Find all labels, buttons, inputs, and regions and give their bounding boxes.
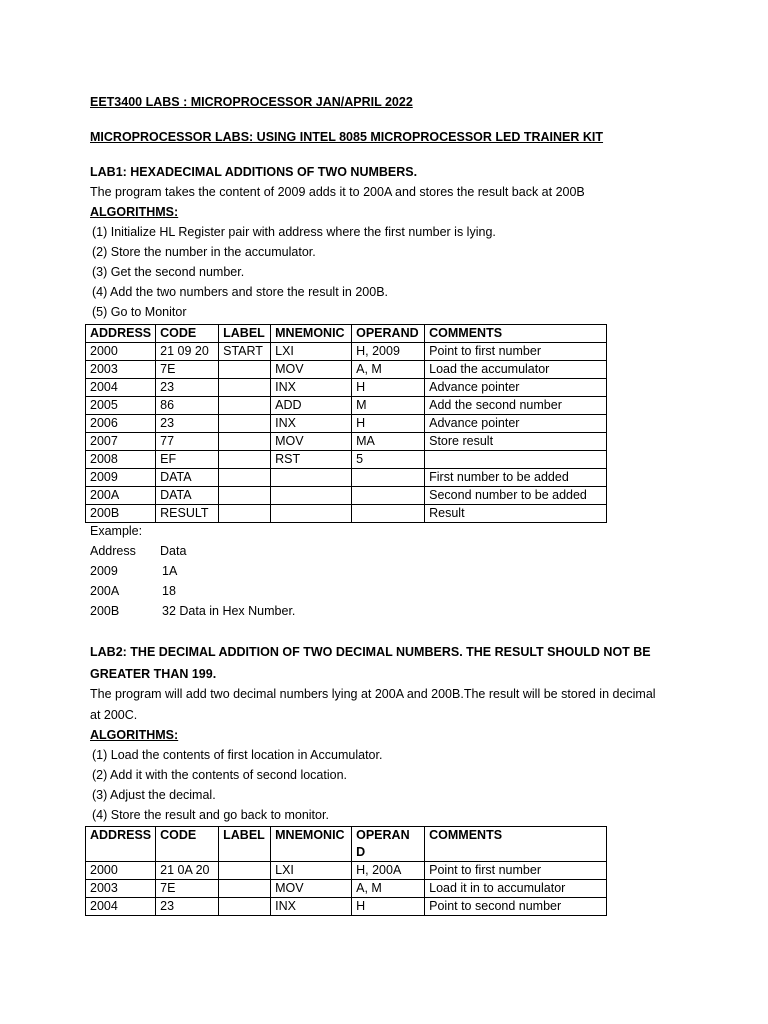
example-address: 2009 [90,564,118,578]
table-row [86,898,607,916]
lab1-step: (3) Get the second number. [92,265,245,279]
cell-address: 2006 [86,415,156,433]
document-title: EET3400 LABS : MICROPROCESSOR JAN/APRIL 2022 [90,95,413,109]
table-row [86,451,607,469]
lab1-algorithms-label: ALGORITHMS: [90,205,179,219]
cell-mnemonic: INX [271,379,352,397]
cell-mnemonic: LXI [271,343,352,361]
cell-operand: M [352,397,425,415]
column-header-code: CODE [156,325,219,343]
cell-mnemonic [271,505,352,523]
cell-operand: H [352,415,425,433]
cell-label [219,862,271,880]
column-header-comments: COMMENTS [425,325,607,343]
cell-operand: H [352,898,425,916]
column-header-mnemonic: MNEMONIC [271,325,352,343]
lab1-table-body [86,343,607,523]
example-header-data: Data [160,544,187,558]
cell-operand: H [352,379,425,397]
lab2-description: The program will add two decimal numbers lying at 200A and 200B.The result will be stored in decimal [90,687,656,701]
cell-mnemonic: LXI [271,862,352,880]
column-header-code: CODE [156,827,219,862]
lab2-description-continued: at 200C. [90,708,138,722]
cell-operand: 5 [352,451,425,469]
lab2-step: (2) Add it with the contents of second location. [92,768,348,782]
cell-mnemonic [271,469,352,487]
cell-code: 23 [156,415,219,433]
lab2-table-body [86,862,607,916]
cell-label [219,379,271,397]
cell-comment: Point to first number [425,343,607,361]
cell-comment: Result [425,505,607,523]
cell-code: 77 [156,433,219,451]
cell-address: 2004 [86,898,156,916]
cell-label [219,415,271,433]
column-header-comments: COMMENTS [425,827,607,862]
lab1-step: (1) Initialize HL Register pair with address where the first number is lying. [92,225,496,239]
table-header-row [86,827,607,862]
cell-comment: Point to second number [425,898,607,916]
column-header-mnemonic: MNEMONIC [271,827,352,862]
table-row [86,487,607,505]
cell-comment: Advance pointer [425,415,607,433]
table-row [86,469,607,487]
cell-mnemonic: ADD [271,397,352,415]
cell-label [219,397,271,415]
lab1-step: (2) Store the number in the accumulator. [92,245,316,259]
table-row [86,343,607,361]
cell-address: 2003 [86,880,156,898]
cell-label: START [219,343,271,361]
table-row [86,379,607,397]
cell-address: 2004 [86,379,156,397]
column-header-address: ADDRESS [86,325,156,343]
column-header-label: LABEL [219,827,271,862]
column-header-label: LABEL [219,325,271,343]
cell-address: 2003 [86,361,156,379]
lab2-step: (3) Adjust the decimal. [92,788,216,802]
lab2-program-table [85,826,607,916]
lab2-algorithms-label: ALGORITHMS: [90,728,179,742]
operand-header-line: D [356,845,366,859]
cell-address: 200B [86,505,156,523]
lab1-description: The program takes the content of 2009 adds it to 200A and stores the result back at 200B [90,185,585,199]
cell-mnemonic: RST [271,451,352,469]
cell-label [219,451,271,469]
table-row [86,433,607,451]
example-header-address: Address [90,544,136,558]
cell-comment [425,451,607,469]
operand-header-line: OPERAN [356,828,410,842]
lab1-step: (4) Add the two numbers and store the result in 200B. [92,285,389,299]
lab2-heading-continued: GREATER THAN 199. [90,667,217,681]
cell-address: 2000 [86,862,156,880]
example-data: 32 Data in Hex Number. [162,604,296,618]
cell-address: 2005 [86,397,156,415]
cell-operand: A, M [352,880,425,898]
cell-mnemonic: MOV [271,361,352,379]
cell-code: RESULT [156,505,219,523]
cell-code: 23 [156,379,219,397]
cell-comment: Point to first number [425,862,607,880]
cell-label [219,433,271,451]
cell-operand: A, M [352,361,425,379]
cell-operand [352,469,425,487]
cell-label [219,898,271,916]
cell-code: 7E [156,361,219,379]
document-subtitle: MICROPROCESSOR LABS: USING INTEL 8085 MICROPROCESSOR LED TRAINER KIT [90,130,604,144]
cell-comment: First number to be added [425,469,607,487]
cell-code: 23 [156,898,219,916]
cell-address: 2009 [86,469,156,487]
cell-address: 200A [86,487,156,505]
example-data: 18 [162,584,176,598]
cell-comment: Store result [425,433,607,451]
cell-comment: Advance pointer [425,379,607,397]
cell-address: 2007 [86,433,156,451]
cell-label [219,361,271,379]
cell-comment: Add the second number [425,397,607,415]
table-row [86,397,607,415]
lab2-heading: LAB2: THE DECIMAL ADDITION OF TWO DECIMAL NUMBERS. THE RESULT SHOULD NOT BE [90,645,651,659]
cell-mnemonic: INX [271,898,352,916]
table-row [86,361,607,379]
cell-operand: H, 2009 [352,343,425,361]
lab2-step: (4) Store the result and go back to monitor. [92,808,329,822]
cell-mnemonic [271,487,352,505]
lab1-program-table [85,324,607,523]
cell-comment: Load it in to accumulator [425,880,607,898]
table-row [86,880,607,898]
example-data: 1A [162,564,178,578]
lab2-step: (1) Load the contents of first location in Accumulator. [92,748,383,762]
cell-code: 21 0A 20 [156,862,219,880]
cell-label [219,469,271,487]
cell-label [219,505,271,523]
lab1-heading: LAB1: HEXADECIMAL ADDITIONS OF TWO NUMBERS. [90,165,418,179]
table-row [86,415,607,433]
cell-code: 21 09 20 [156,343,219,361]
example-address: 200A [90,584,120,598]
cell-code: 7E [156,880,219,898]
cell-operand [352,487,425,505]
cell-mnemonic: MOV [271,433,352,451]
lab1-step: (5) Go to Monitor [92,305,187,319]
column-header-operand: OPERAND [352,325,425,343]
table-header-row [86,325,607,343]
cell-operand [352,505,425,523]
cell-label [219,487,271,505]
cell-code: 86 [156,397,219,415]
table-row [86,505,607,523]
cell-operand: MA [352,433,425,451]
cell-label [219,880,271,898]
cell-code: DATA [156,487,219,505]
cell-comment: Second number to be added [425,487,607,505]
cell-code: DATA [156,469,219,487]
cell-address: 2000 [86,343,156,361]
cell-operand: H, 200A [352,862,425,880]
example-address: 200B [90,604,120,618]
example-label: Example: [90,524,143,538]
cell-address: 2008 [86,451,156,469]
table-row [86,862,607,880]
cell-comment: Load the accumulator [425,361,607,379]
cell-mnemonic: INX [271,415,352,433]
column-header-address: ADDRESS [86,827,156,862]
cell-code: EF [156,451,219,469]
column-header-operand [352,827,425,862]
cell-mnemonic: MOV [271,880,352,898]
